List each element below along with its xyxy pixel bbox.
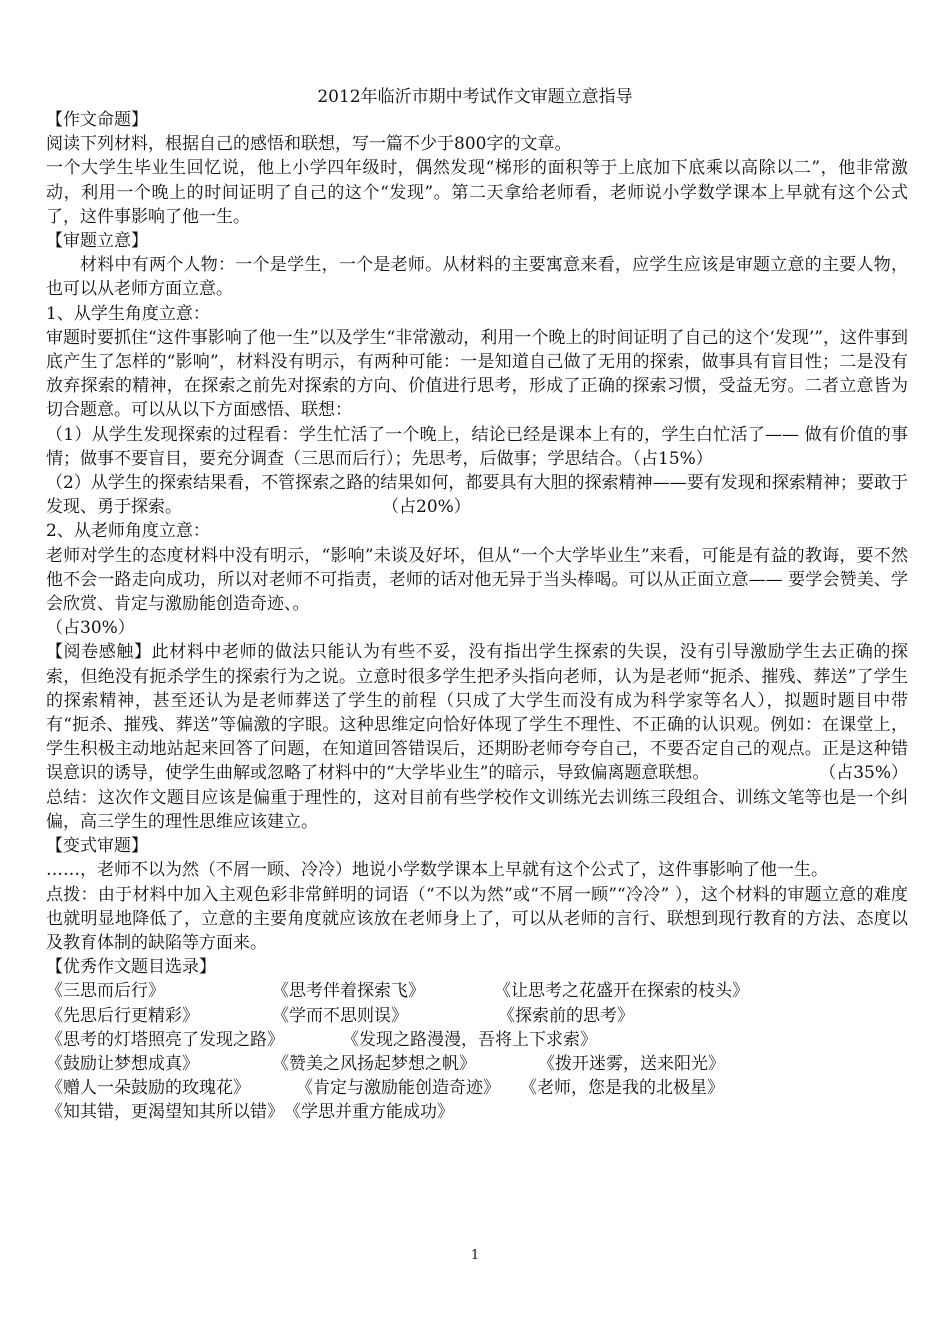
section-heading-review: 【阅卷感触】 xyxy=(46,642,152,663)
student-angle-paragraph: 审题时要抓住“这件事影响了他一生”以及学生“非常激动，利用一个晚上的时间证明了自己的这个‘发现’”，这件事到底产生了怎样的“影响”，材料没有明示，有两种可能：一是知道自己做了无用的探索，做事具有盲目性；二是没有放弃探索的精神，在探索之前先对探索的方向、价值进行思考，形成了正确的探索习惯，受益无穷。二者立意皆为切合题意。可以从以下方面感悟、联想： xyxy=(46,327,908,421)
audit-intro: 材料中有两个人物：一个是学生，一个是老师。从材料的主要寓意来看，应学生应该是审题立意的主要人物，也可以从老师方面立意。 xyxy=(46,255,908,300)
essay-title: 《探索前的思考》 xyxy=(498,1005,634,1026)
essay-title: 《让思考之花盛开在探索的枝头》 xyxy=(494,981,749,1002)
essay-title: 《思考的灯塔照亮了发现之路》 xyxy=(46,1029,284,1050)
variant-hint: 点拨：由于材料中加入主观色彩非常鲜明的词语（“不以为然”或“不屑一顾”“冷冷” ），这个材料的审题立意的难度也就明显地降低了，立意的主要角度就应该放在老师身上了，可以从老师的言行、联想到现行教育的方法、态度以及教育体制的缺陷等方面来。 xyxy=(46,884,908,953)
essay-title: 《知其错，更渴望知其所以错》 xyxy=(46,1102,284,1123)
section-heading-titles: 【优秀作文题目选录】 xyxy=(46,957,216,978)
document-body xyxy=(46,108,908,1125)
essay-title: 《三思而后行》 xyxy=(46,981,165,1002)
title-row xyxy=(46,1100,908,1124)
title-row xyxy=(46,1004,908,1028)
student-point-2-share: （占20%） xyxy=(382,497,471,518)
essay-title: 《赠人一朵鼓励的玫瑰花》 xyxy=(46,1078,250,1099)
title-row xyxy=(46,1028,908,1052)
essay-title: 《鼓励让梦想成真》 xyxy=(46,1053,199,1074)
essay-title: 《学思并重方能成功》 xyxy=(284,1102,454,1123)
title-row xyxy=(46,1076,908,1100)
essay-title: 《学而不思则误》 xyxy=(272,1005,408,1026)
review-share: （占35%） xyxy=(819,763,908,784)
section-heading-topic: 【作文命题】 xyxy=(46,110,148,130)
document-title: 2012年临沂市期中考试作文审题立意指导 xyxy=(317,87,633,107)
title-row xyxy=(46,979,908,1003)
student-point-1: （1）从学生发现探索的过程看：学生忙活了一个晚上，结论已经是课本上有的，学生白忙活了—— 做有价值的事情；做事不要盲目，要充分调查（三思而后行）；先思考，后做事；学思结合。（占15%） xyxy=(46,424,908,469)
section-heading-audit: 【审题立意】 xyxy=(46,231,148,252)
review-paragraph xyxy=(46,640,908,785)
student-point-2 xyxy=(46,471,908,519)
title-row xyxy=(46,1052,908,1076)
essay-title: 《赞美之风扬起梦想之帆》 xyxy=(272,1053,476,1074)
teacher-angle-share: （占30%） xyxy=(46,618,135,639)
section-heading-variant: 【变式审题】 xyxy=(46,836,148,857)
topic-material: 一个大学生毕业生回忆说，他上小学四年级时，偶然发现“梯形的面积等于上底加下底乘以高除以二”，他非常激动，利用一个晚上的时间证明了自己的这个“发现”。第二天拿给老师看，老师说小学数学课本上早就有这个公式了，这件事影响了他一生。 xyxy=(46,158,908,227)
summary-paragraph: 总结：这次作文题目应该是偏重于理性的，这对目前有些学校作文训练光去训练三段组合、训练文笔等也是一个纠偏，高三学生的理性思维应该建立。 xyxy=(46,787,908,832)
topic-instruction: 阅读下列材料，根据自己的感悟和联想，写一篇不少于800字的文章。 xyxy=(46,134,572,155)
essay-title: 《思考伴着探索飞》 xyxy=(272,981,425,1002)
teacher-angle-heading: 2、从老师角度立意： xyxy=(46,521,210,542)
essay-title: 《肯定与激励能创造奇迹》 xyxy=(296,1078,500,1099)
essay-title: 《老师，您是我的北极星》 xyxy=(520,1078,724,1099)
essay-title: 《先思后行更精彩》 xyxy=(46,1005,199,1026)
student-angle-heading: 1、从学生角度立意： xyxy=(46,303,210,324)
teacher-angle-paragraph: 老师对学生的态度材料中没有明示，“影响”未谈及好坏，但从“一个大学毕业生”来看，可能是有益的教诲，要不然他不会一路走向成功，所以对老师不可指责，老师的话对他无异于当头棒喝。可以从正面立意—— 要学会赞美、学会欣赏、肯定与激励能创造奇迹、。 xyxy=(46,545,908,615)
review-text: 此材料中老师的做法只能认为有些不妥，没有指出学生探索的失误，没有引导激励学生去正确的探索，但绝没有扼杀学生的探索行为之说。立意时很多学生把矛头指向老师，认为是老师“扼杀、摧残、葬送”了学生的探索精神，甚至还认为是老师葬送了学生的前程（只成了大学生而没有成为科学家等名人），拟题时题目中带有“扼杀、摧残、葬送”等偏激的字眼。这种思维定向恰好体现了学生不理性、不正确的认识观。例如：在课堂上，学生积极主动地站起来回答了问题，在知道回答错误后，还期盼老师夸夸自己，不要否定自己的观点。正是这种错误意识的诱导，使学生曲解或忽略了材料中的“大学毕业生”的暗示，导致偏离题意联想。 xyxy=(46,642,908,784)
student-point-2-text: （2）从学生的探索结果看，不管探索之路的结果如何，都要具有大胆的探索精神——要有发现和探索精神；要敢于发现、勇于探索。 xyxy=(46,473,908,518)
essay-title: 《拨开迷雾，送来阳光》 xyxy=(538,1053,725,1074)
essay-title: 《发现之路漫漫，吾将上下求索》 xyxy=(342,1029,597,1050)
variant-material: ……，老师不以为然（不屑一顾、冷冷）地说小学数学课本上早就有这个公式了，这件事影响了他一生。 xyxy=(46,860,828,881)
page-number: 1 xyxy=(470,1248,480,1263)
